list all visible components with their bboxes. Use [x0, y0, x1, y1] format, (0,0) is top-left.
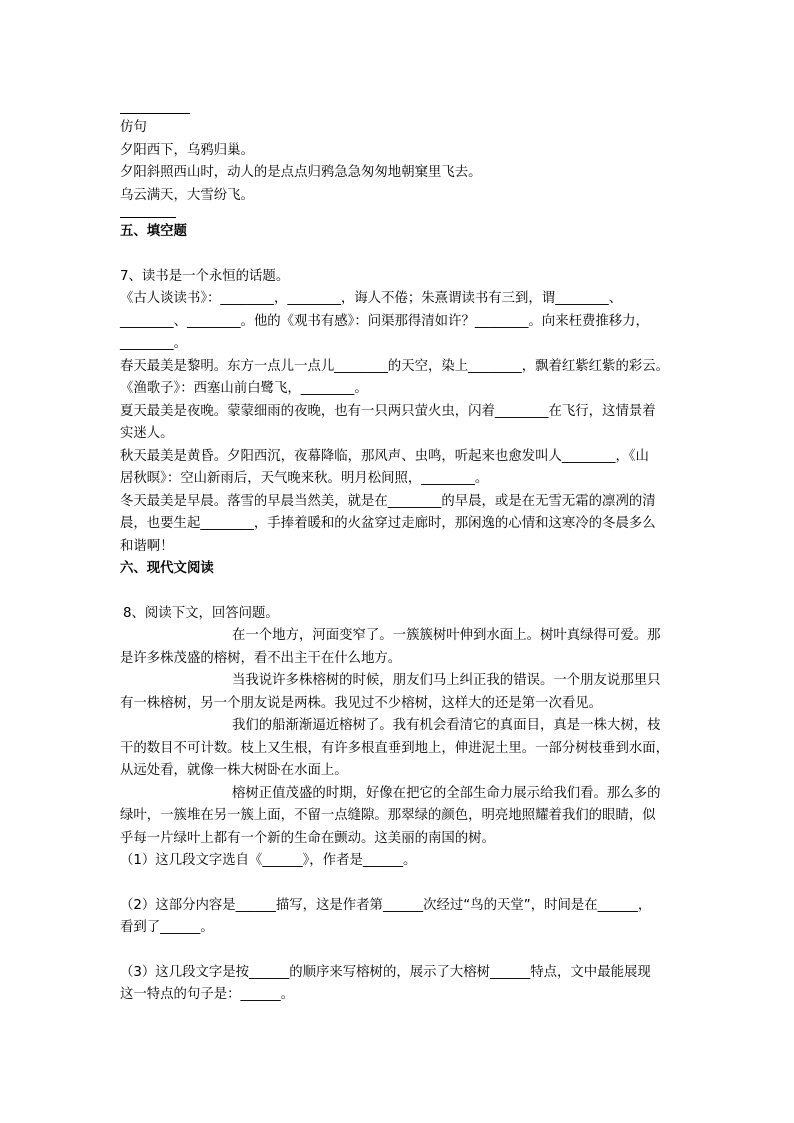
fill-blank-line: 秋天最美是黄昏。夕阳西沉，夜幕降临，那风声、虫鸣，听起来也愈发叫人________，《山: [120, 448, 649, 464]
sub-question-3-cont: 这一特点的句子是：______。: [120, 987, 295, 1002]
spacer: [120, 940, 678, 962]
sub-question-3: （3）这几段文字是按______的顺序来写榕树的，展示了大榕树______特点，文中最能展现: [120, 964, 651, 980]
fill-blank-line: 春天最美是黎明。东方一点儿一点儿________的天空，染上________，飘着红紫红紫的彩云。: [120, 358, 670, 374]
fill-blank-line: 夏天最美是夜晚。蒙蒙细雨的夜晚，也有一只两只萤火虫，闪着________在飞行，这情景着: [120, 403, 656, 419]
section-5-heading: 五、填空题: [120, 224, 187, 239]
passage-line: 是许多株茂盛的榕树，看不出主干在什么地方。: [120, 650, 402, 666]
sub-question-2: （2）这部分内容是______描写，这是作者第______次经过“鸟的天堂”，时间是在______，: [120, 897, 652, 913]
passage-line: 有一株榕树，另一个朋友说是两株。我见过不少榕树，这样大的还是第一次看见。: [120, 695, 603, 711]
fangju-title: 仿句: [120, 120, 147, 135]
question-8-title: 8、阅读下文，回答问题。: [123, 605, 279, 621]
passage-line: 榕树正值茂盛的时期，好像在把它的全部生命力展示给我们看。那么多的: [232, 785, 661, 801]
question-7-title: 7、读书是一个永恒的话题。: [120, 268, 290, 284]
fill-blank-line: 《渔歌子》：西塞山前白鹭飞，________。: [120, 381, 368, 396]
passage-line: 干的数目不可计数。枝上又生根，有许多根直垂到地上，伸进泥土里。一部分树枝垂到水面，: [120, 740, 670, 756]
fill-blank-line: ________。: [120, 336, 187, 351]
section-6-heading: 六、现代文阅读: [120, 561, 214, 576]
document-page: [120, 104, 678, 1007]
sub-question-1: （1）这几段文字选自《______》，作者是______。: [120, 853, 417, 868]
fangju-prompt: 乌云满天，大雪纷飞。: [120, 187, 254, 203]
passage-line: 在一个地方，河面变窄了。一簇簇树叶伸到水面上。树叶真绿得可爱。那: [232, 628, 661, 643]
fill-blank-line: 和谐啊！: [120, 538, 174, 554]
answer-blank-line: [120, 113, 190, 114]
sub-question-2-cont: 看到了______。: [120, 920, 214, 935]
spacer: [120, 873, 678, 895]
answer-blank-line: [120, 217, 176, 218]
fill-blank-line: 冬天最美是早晨。落雪的早晨当然美，就是在________的早晨，或是在无雪无霜的凛冽的清: [120, 493, 656, 509]
fill-blank-line: ________、________。他的《观书有感》：问渠那得清如许？________。向来枉费推移力，: [120, 313, 649, 329]
fill-blank-line: 居秋暝》：空山新雨后，天气晚来秋。明月松间照，________。: [120, 471, 489, 486]
passage-line: 我们的船渐渐逼近榕树了。我有机会看清它的真面目，真是一株大树，枝: [232, 718, 661, 733]
fill-blank-line: 晨，也要生起________，手捧着暖和的火盆穿过走廊时，那闲逸的心情和这寒冷的冬晨多么: [120, 516, 656, 531]
passage-line: 从远处看，就像一株大树卧在水面上。: [120, 763, 348, 778]
fangju-example-1: 夕阳西下，乌鸦归巢。: [120, 142, 254, 158]
passage-line: 当我说许多株榕树的时候，朋友们马上纠正我的错误。一个朋友说那里只: [232, 673, 661, 688]
passage-line: 绿叶，一簇堆在另一簇上面，不留一点缝隙。那翠绿的颜色，明亮地照耀着我们的眼睛，似: [120, 808, 656, 823]
passage-line: 乎每一片绿叶上都有一个新的生命在颤动。这美丽的南国的树。: [120, 830, 495, 846]
fill-blank-line: 实迷人。: [120, 426, 174, 441]
fangju-example-2: 夕阳斜照西山时，动人的是点点归鸦急急匆匆地朝窠里飞去。: [120, 165, 482, 180]
fill-blank-line: 《古人谈读书》：________，________，诲人不倦；朱熹谓读书有三到，谓________、: [120, 291, 623, 306]
